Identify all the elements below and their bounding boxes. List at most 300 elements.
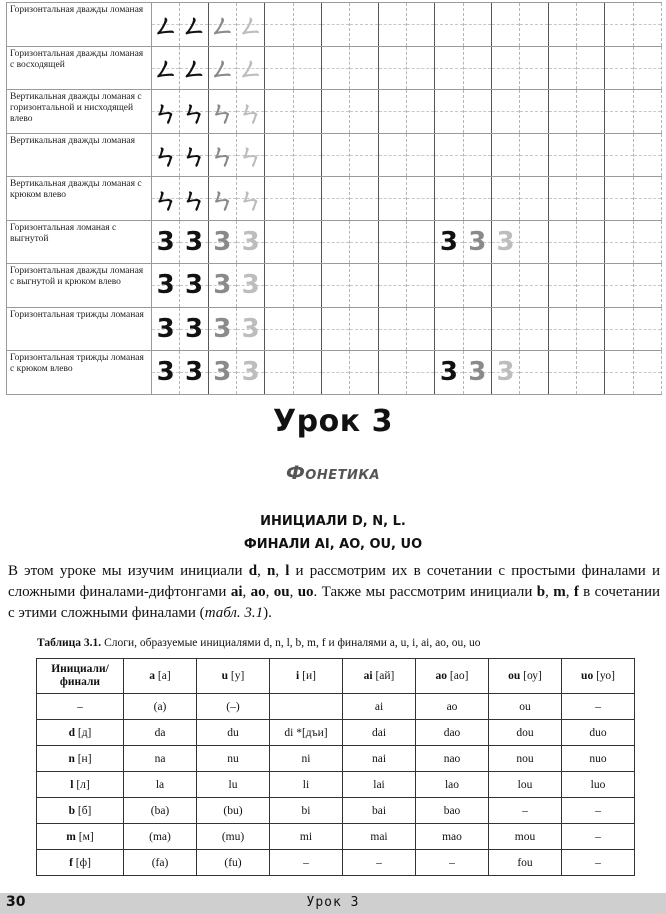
stroke-glyph: 3 (241, 226, 260, 257)
practice-cell (265, 264, 293, 308)
practice-cell (605, 46, 633, 90)
table-corner-header: Инициали/ финали (37, 659, 124, 694)
stroke-row (7, 177, 662, 221)
stroke-glyph: 3 (184, 313, 204, 344)
final-pinyin: i (296, 670, 300, 682)
initial-pinyin: n (68, 752, 75, 765)
syllable-cell: luo (562, 772, 635, 798)
practice-cell (406, 90, 434, 134)
practice-cell (435, 90, 463, 134)
stroke-glyph: ㄣ (209, 142, 236, 173)
practice-cell (463, 220, 491, 264)
practice-cell (491, 264, 519, 308)
initial-cell (37, 694, 124, 720)
practice-cell (491, 3, 519, 47)
stroke-row (7, 351, 662, 395)
practice-cell (435, 307, 463, 351)
practice-cell (548, 90, 576, 134)
stroke-glyph: 3 (468, 357, 487, 388)
syllable-cell: (fu) (197, 850, 270, 876)
stroke-glyph: ㄣ (152, 142, 179, 173)
syllable-cell: bi (270, 798, 343, 824)
practice-cell (236, 177, 264, 221)
practice-cell (152, 3, 180, 47)
subtitle-initials: ИНИЦИАЛИ D, N, L. (260, 514, 406, 529)
final-header (562, 659, 635, 694)
syllable-cell: nai (343, 746, 416, 772)
practice-cell (265, 220, 293, 264)
final-russian: [уо] (596, 670, 615, 682)
practice-cell (520, 90, 548, 134)
stroke-row (7, 90, 662, 134)
practice-cell (435, 220, 463, 264)
stroke-glyph: 3 (439, 226, 458, 257)
practice-cell (293, 351, 321, 395)
practice-cell (265, 3, 293, 47)
practice-cell (520, 351, 548, 395)
stroke-glyph: 3 (496, 226, 515, 257)
stroke-name: Вертикальная дважды ломаная с горизонтальной и нисходящей влево (7, 90, 152, 134)
practice-cell (463, 351, 491, 395)
practice-cell (265, 307, 293, 351)
table-row (37, 694, 635, 720)
practice-cell (463, 177, 491, 221)
paragraph-term: uo (297, 584, 314, 600)
practice-cell (180, 133, 208, 177)
stroke-name: Горизонтальная ломаная с выгнутой (7, 220, 152, 264)
practice-cell (548, 307, 576, 351)
intro-paragraph (8, 561, 660, 624)
practice-cell (576, 3, 604, 47)
practice-cell (406, 177, 434, 221)
practice-cell (208, 351, 236, 395)
paragraph-term: l (285, 563, 290, 579)
practice-cell (293, 307, 321, 351)
stroke-glyph: 3 (241, 357, 260, 388)
paragraph-text: в сочетании с этими сложными финалами ( (8, 584, 661, 621)
paragraph-term: ai (230, 584, 243, 600)
stroke-glyph: ㄣ (180, 98, 207, 129)
practice-cell (208, 177, 236, 221)
practice-cell (491, 46, 519, 90)
practice-cell (180, 264, 208, 308)
page-number: 30 (6, 894, 26, 910)
practice-cell (180, 220, 208, 264)
practice-cell (293, 133, 321, 177)
syllable-cell: – (343, 850, 416, 876)
syllable-cell (270, 694, 343, 720)
table-row (37, 746, 635, 772)
practice-cell (293, 220, 321, 264)
initial-pinyin: f (69, 856, 73, 869)
practice-cell (491, 307, 519, 351)
initial-russian: [ф] (75, 856, 91, 869)
practice-cell (406, 351, 434, 395)
stroke-glyph: 3 (213, 313, 232, 344)
practice-cell (180, 90, 208, 134)
stroke-practice-grid (6, 2, 662, 395)
practice-cell (576, 46, 604, 90)
practice-cell (576, 351, 604, 395)
practice-cell (321, 46, 349, 90)
practice-cell (236, 351, 264, 395)
stroke-glyph: ㄣ (237, 98, 264, 129)
stroke-glyph: ㄣ (237, 142, 264, 173)
practice-cell (265, 46, 293, 90)
syllable-cell: (ma) (124, 824, 197, 850)
paragraph-text: , (257, 563, 267, 579)
practice-cell (605, 133, 633, 177)
practice-cell (321, 351, 349, 395)
practice-cell (350, 264, 378, 308)
practice-cell (633, 351, 661, 395)
stroke-row (7, 307, 662, 351)
stroke-glyph: ㄣ (209, 98, 236, 129)
practice-cell (321, 177, 349, 221)
practice-cell (406, 46, 434, 90)
initial-russian: [м] (78, 830, 94, 843)
stroke-glyph: 3 (496, 357, 515, 388)
initial-cell (37, 850, 124, 876)
syllable-cell: – (270, 850, 343, 876)
final-pinyin: u (221, 670, 229, 682)
table-caption (37, 637, 480, 649)
practice-cell (236, 3, 264, 47)
practice-cell (152, 90, 180, 134)
syllable-cell: nou (489, 746, 562, 772)
paragraph-term: ao (250, 584, 266, 600)
final-russian: [ао] (449, 670, 469, 682)
syllable-cell: mi (270, 824, 343, 850)
practice-cell (350, 307, 378, 351)
practice-cell (605, 264, 633, 308)
practice-cell (152, 264, 180, 308)
practice-cell (406, 264, 434, 308)
paragraph-text: , (275, 563, 286, 579)
syllable-table (36, 658, 635, 876)
stroke-glyph: 3 (156, 226, 175, 257)
practice-cell (208, 90, 236, 134)
practice-cell (520, 133, 548, 177)
practice-cell (435, 46, 463, 90)
syllable-cell: (a) (124, 694, 197, 720)
final-russian: [у] (230, 670, 245, 682)
stroke-glyph: ㄣ (180, 185, 207, 216)
practice-cell (633, 307, 661, 351)
practice-cell (576, 133, 604, 177)
stroke-glyph: 3 (241, 270, 260, 301)
practice-cell (491, 133, 519, 177)
practice-cell (633, 264, 661, 308)
table-row (37, 824, 635, 850)
practice-cell (576, 220, 604, 264)
syllable-cell: – (489, 798, 562, 824)
final-russian: [и] (302, 670, 316, 682)
syllable-cell: lao (416, 772, 489, 798)
practice-cell (576, 90, 604, 134)
practice-cell (520, 3, 548, 47)
syllable-cell: lou (489, 772, 562, 798)
final-pinyin: a (149, 670, 156, 682)
paragraph-term: b (536, 584, 546, 600)
practice-cell (463, 46, 491, 90)
practice-cell (463, 264, 491, 308)
paragraph-term: n (266, 563, 276, 579)
practice-cell (180, 3, 208, 47)
practice-cell (265, 351, 293, 395)
practice-cell (605, 3, 633, 47)
syllable-cell: la (124, 772, 197, 798)
practice-cell (378, 220, 406, 264)
stroke-glyph: 3 (213, 226, 232, 257)
practice-cell (605, 220, 633, 264)
stroke-name: Горизонтальная трижды ломаная (7, 307, 152, 351)
stroke-glyph: 3 (184, 226, 204, 257)
stroke-glyph: 3 (184, 270, 204, 301)
stroke-glyph: 3 (156, 357, 175, 388)
syllable-cell: ao (416, 694, 489, 720)
syllable-cell: dou (489, 720, 562, 746)
syllable-cell: (fa) (124, 850, 197, 876)
practice-cell (378, 307, 406, 351)
stroke-glyph: ㄥ (209, 55, 236, 86)
paragraph-text: , (289, 584, 298, 600)
practice-cell (293, 177, 321, 221)
practice-cell (152, 307, 180, 351)
practice-cell (435, 177, 463, 221)
paragraph-text: и рассмотрим их в сочетании с простыми финалами и сложными финалами-дифтонгами (8, 563, 661, 600)
practice-cell (633, 3, 661, 47)
practice-cell (293, 46, 321, 90)
syllable-cell: duo (562, 720, 635, 746)
practice-cell (548, 177, 576, 221)
practice-cell (633, 90, 661, 134)
paragraph-text: . Также мы рассмотрим инициали (313, 584, 537, 600)
initial-cell (37, 720, 124, 746)
paragraph-term: d (248, 563, 258, 579)
final-header (343, 659, 416, 694)
practice-cell (520, 220, 548, 264)
syllable-cell: – (562, 824, 635, 850)
practice-cell (236, 46, 264, 90)
practice-cell (435, 3, 463, 47)
practice-cell (378, 133, 406, 177)
stroke-name: Горизонтальная дважды ломаная (7, 3, 152, 47)
practice-cell (633, 46, 661, 90)
stroke-row (7, 46, 662, 90)
stroke-name: Горизонтальная дважды ломаная с восходящей (7, 46, 152, 90)
syllable-cell: bai (343, 798, 416, 824)
practice-cell (463, 133, 491, 177)
stroke-row (7, 3, 662, 47)
practice-cell (406, 3, 434, 47)
practice-cell (605, 177, 633, 221)
practice-cell (520, 264, 548, 308)
syllable-cell: nu (197, 746, 270, 772)
initial-cell (37, 798, 124, 824)
final-pinyin: ou (508, 670, 521, 682)
initial-cell (37, 772, 124, 798)
stroke-name: Горизонтальная трижды ломаная с крюком влево (7, 351, 152, 395)
paragraph-reference: табл. 3.1 (204, 605, 264, 621)
stroke-glyph: ㄣ (209, 185, 236, 216)
practice-cell (180, 351, 208, 395)
syllable-cell: ou (489, 694, 562, 720)
paragraph-text: ). (263, 605, 272, 621)
table-row (37, 720, 635, 746)
practice-cell (378, 3, 406, 47)
table-row (37, 850, 635, 876)
final-pinyin: uo (581, 670, 594, 682)
final-pinyin: ao (435, 670, 448, 682)
syllable-cell: ai (343, 694, 416, 720)
stroke-glyph: ㄣ (152, 98, 179, 129)
stroke-glyph: 3 (468, 226, 487, 257)
practice-cell (576, 264, 604, 308)
practice-cell (520, 46, 548, 90)
stroke-glyph: ㄥ (152, 11, 179, 42)
practice-cell (435, 351, 463, 395)
practice-cell (435, 133, 463, 177)
paragraph-text: В этом уроке мы изучим инициали (8, 563, 249, 579)
practice-cell (180, 307, 208, 351)
practice-cell (180, 177, 208, 221)
practice-cell (406, 133, 434, 177)
practice-cell (350, 133, 378, 177)
final-header (124, 659, 197, 694)
syllable-cell: mai (343, 824, 416, 850)
practice-cell (378, 264, 406, 308)
stroke-glyph: 3 (213, 357, 232, 388)
practice-cell (321, 3, 349, 47)
practice-cell (350, 3, 378, 47)
practice-cell (265, 177, 293, 221)
practice-cell (152, 46, 180, 90)
practice-cell (548, 133, 576, 177)
syllable-cell: nuo (562, 746, 635, 772)
syllable-cell: (ba) (124, 798, 197, 824)
stroke-name: Вертикальная дважды ломаная (7, 133, 152, 177)
final-header (197, 659, 270, 694)
paragraph-term: m (553, 584, 566, 600)
practice-cell (463, 307, 491, 351)
subtitle-finals: ФИНАЛИ AI, AO, OU, UO (243, 537, 423, 552)
syllable-cell: lu (197, 772, 270, 798)
stroke-glyph: ㄥ (237, 55, 264, 86)
paragraph-text: , (242, 584, 251, 600)
practice-cell (378, 351, 406, 395)
practice-cell (576, 307, 604, 351)
stroke-glyph: ㄥ (237, 11, 264, 42)
practice-cell (321, 264, 349, 308)
practice-cell (236, 220, 264, 264)
stroke-glyph: ㄥ (180, 11, 207, 42)
syllable-cell: nao (416, 746, 489, 772)
paragraph-text: , (265, 584, 274, 600)
practice-cell (236, 133, 264, 177)
initial-pinyin: l (70, 778, 74, 791)
practice-cell (378, 177, 406, 221)
practice-cell (520, 307, 548, 351)
practice-cell (265, 90, 293, 134)
syllable-cell: di *[дъи] (270, 720, 343, 746)
syllable-cell: lai (343, 772, 416, 798)
practice-cell (152, 351, 180, 395)
practice-cell (293, 264, 321, 308)
practice-cell (152, 133, 180, 177)
practice-cell (208, 220, 236, 264)
syllable-cell: (bu) (197, 798, 270, 824)
practice-cell (152, 177, 180, 221)
practice-cell (321, 133, 349, 177)
practice-cell (378, 46, 406, 90)
practice-cell (463, 3, 491, 47)
stroke-glyph: 3 (156, 270, 175, 301)
stroke-glyph: 3 (213, 270, 232, 301)
final-header (270, 659, 343, 694)
initial-russian: [б] (77, 804, 92, 817)
practice-cell (321, 307, 349, 351)
initial-cell (37, 746, 124, 772)
initial-pinyin: d (68, 726, 75, 739)
stroke-glyph: ㄥ (209, 11, 236, 42)
initial-pinyin: b (68, 804, 75, 817)
final-header (489, 659, 562, 694)
stroke-name: Горизонтальная дважды ломаная с выгнутой и крюком влево (7, 264, 152, 308)
practice-cell (406, 307, 434, 351)
stroke-glyph: ㄣ (180, 142, 207, 173)
practice-cell (435, 264, 463, 308)
initial-russian: [д] (77, 726, 92, 739)
table-row (37, 772, 635, 798)
paragraph-term: ou (273, 584, 290, 600)
practice-cell (265, 133, 293, 177)
practice-cell (350, 177, 378, 221)
stroke-glyph: 3 (156, 313, 175, 344)
practice-cell (378, 90, 406, 134)
practice-cell (406, 220, 434, 264)
syllable-cell: – (562, 798, 635, 824)
paragraph-text: , (545, 584, 554, 600)
table-caption-text: Слоги, образуемые инициалями d, n, l, b, m, f и финалями a, u, i, ai, ao, ou, uo (101, 637, 481, 649)
practice-cell (548, 220, 576, 264)
stroke-glyph: ㄥ (152, 55, 179, 86)
final-russian: [а] (157, 670, 171, 682)
syllable-cell: – (416, 850, 489, 876)
practice-cell (208, 133, 236, 177)
syllable-cell: dao (416, 720, 489, 746)
final-russian: [оу] (523, 670, 542, 682)
paragraph-term: f (573, 584, 579, 600)
syllable-cell: li (270, 772, 343, 798)
practice-cell (293, 90, 321, 134)
practice-cell (491, 90, 519, 134)
stroke-glyph: ㄣ (152, 185, 179, 216)
stroke-glyph: ㄣ (237, 185, 264, 216)
syllable-cell: na (124, 746, 197, 772)
syllable-cell: fou (489, 850, 562, 876)
practice-cell (350, 90, 378, 134)
stroke-row (7, 220, 662, 264)
stroke-name: Вертикальная дважды ломаная с крюком влево (7, 177, 152, 221)
practice-cell (208, 46, 236, 90)
page-footer (0, 893, 666, 914)
running-title: Урок 3 (306, 895, 360, 910)
stroke-glyph: ㄥ (180, 55, 207, 86)
practice-cell (236, 307, 264, 351)
practice-cell (548, 46, 576, 90)
practice-cell (491, 351, 519, 395)
